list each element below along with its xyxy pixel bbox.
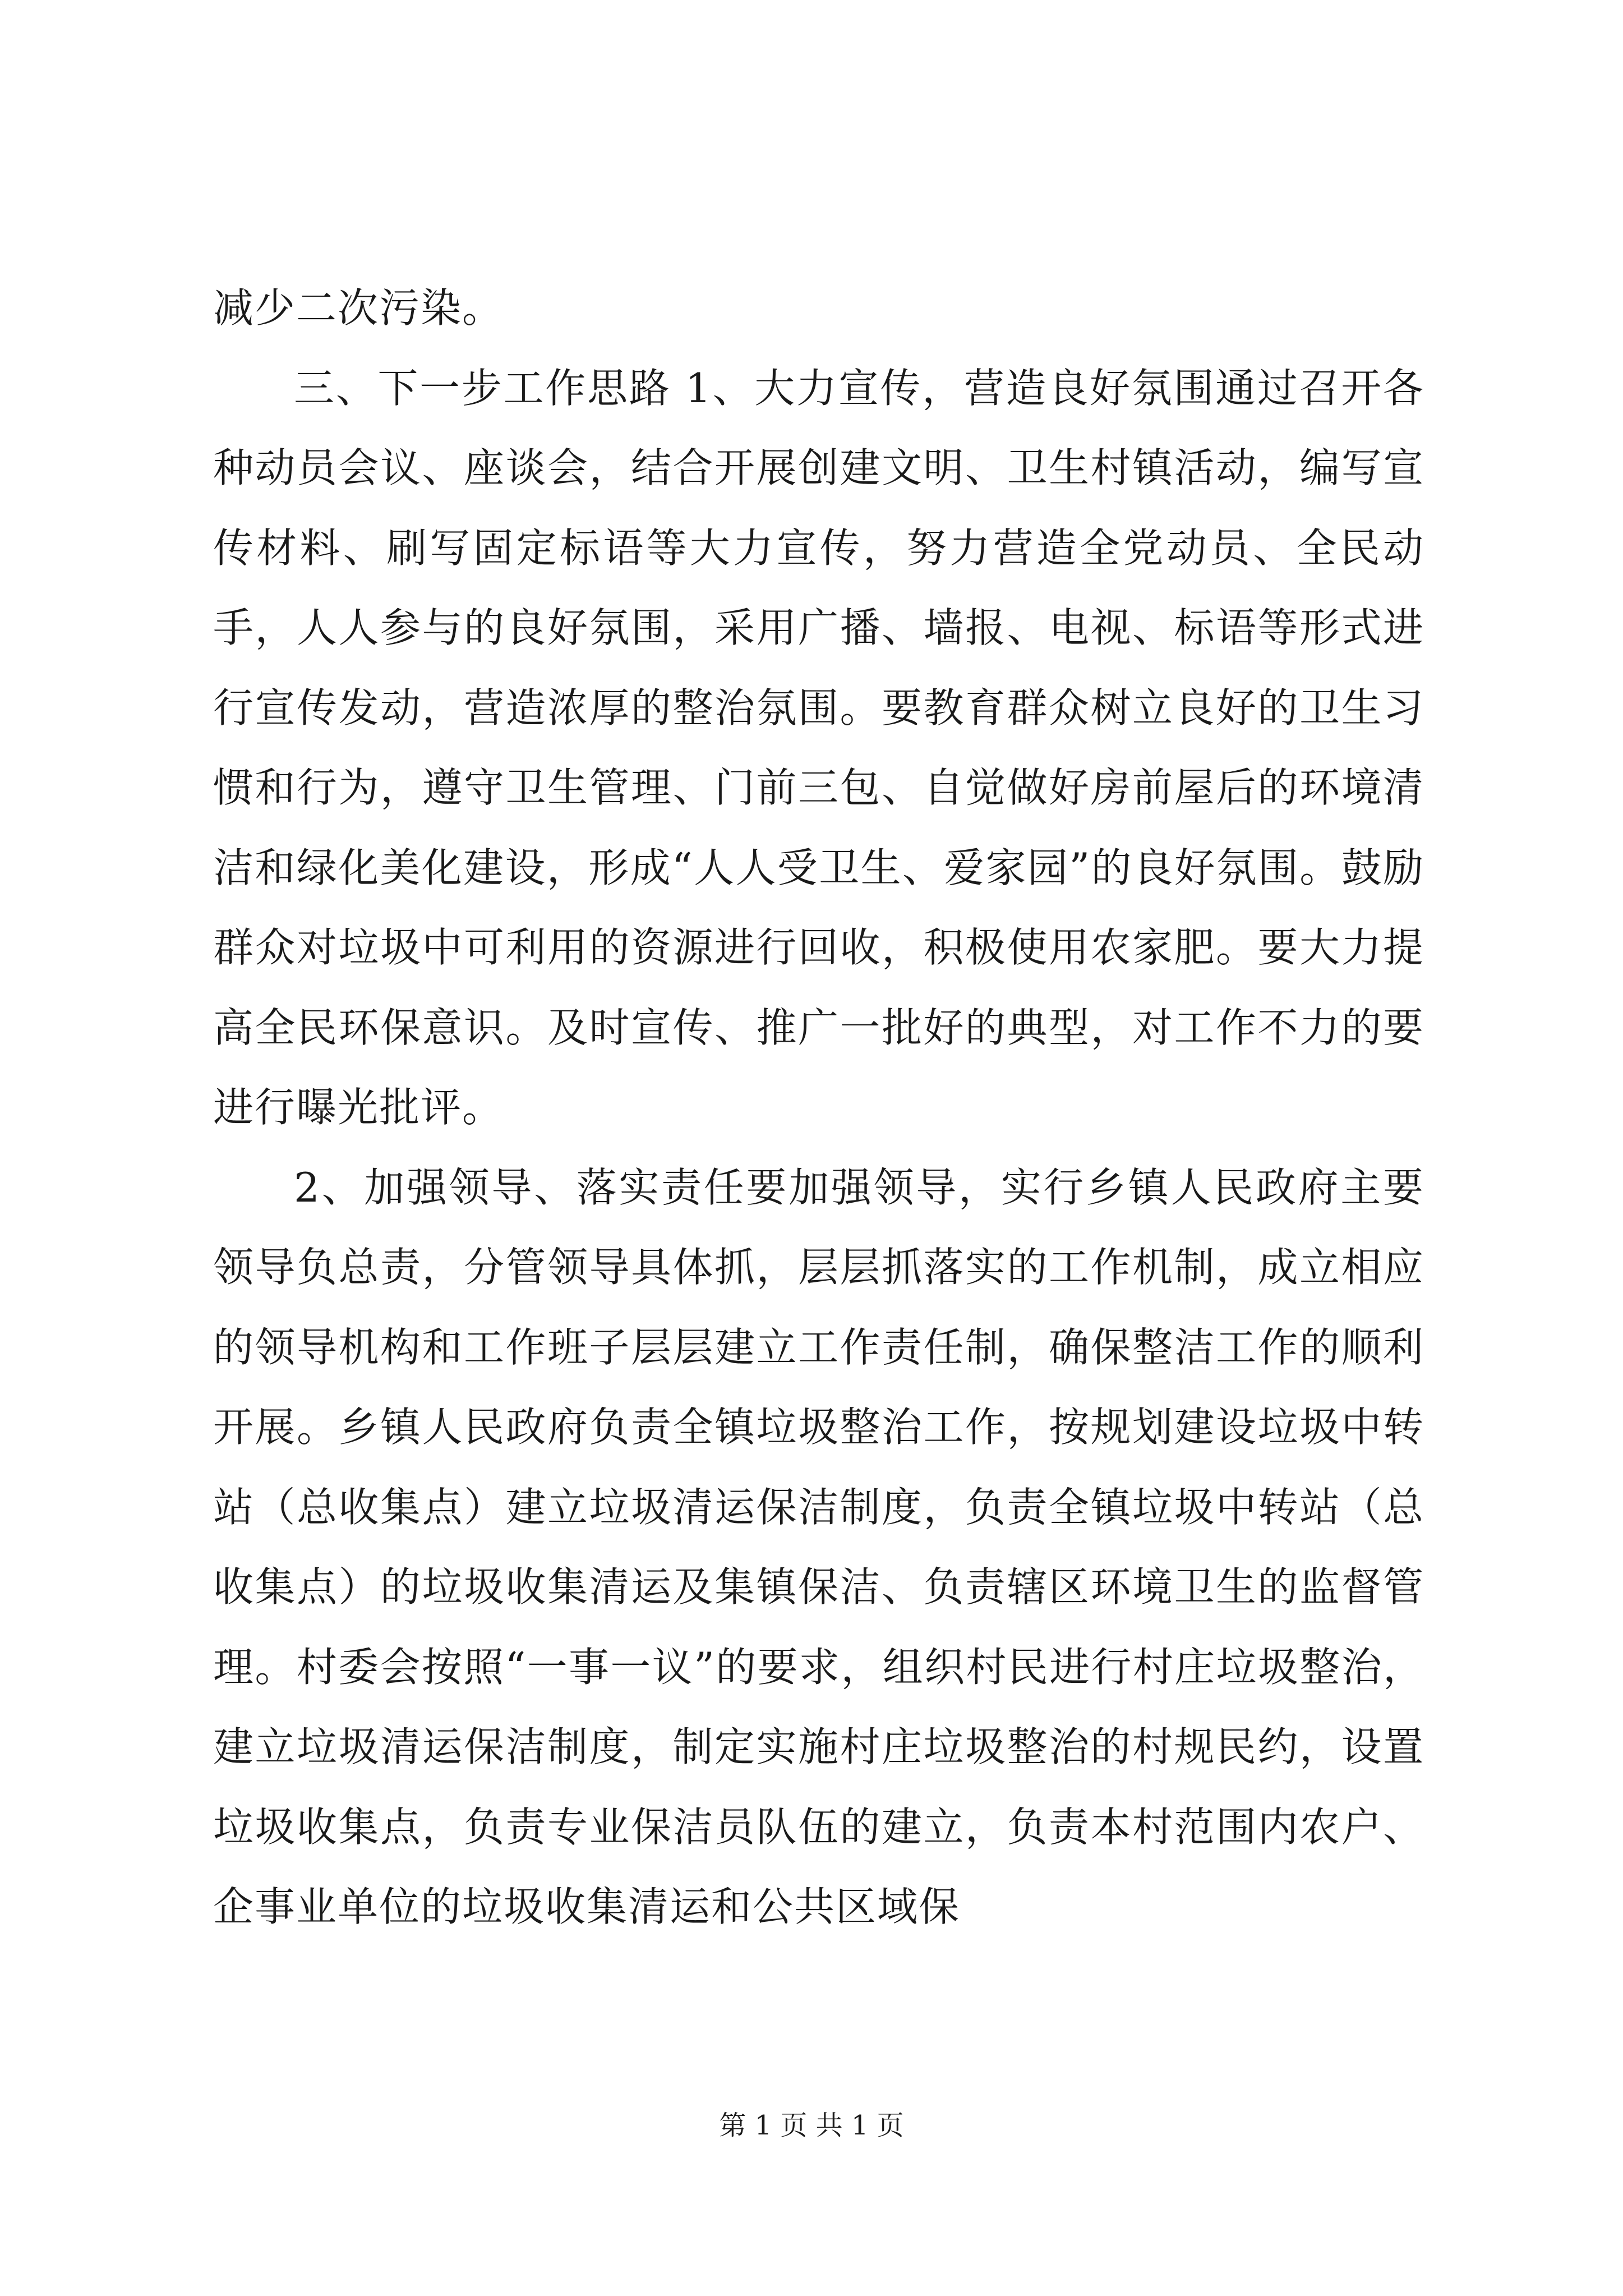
document-body xyxy=(213,268,1424,1947)
paragraph-continuation: 减少二次污染。 xyxy=(213,284,504,332)
paragraph-next-steps: 三、下一步工作思路 1、大力宣传，营造良好氛围通过召开各种动员会议、座谈会，结合开展创建文明、卫生村镇活动，编写宣传材料、刷写固定标语等大力宣传，努力营造全党动员、全民动手，人人参与的良好氛围，采用广播、墙报、电视、标语等形式进行宣传发动，营造浓厚的整治氛围。要教育群众树立良好的卫生习惯和行为，遵守卫生管理、门前三包、自觉做好房前屋后的环境清洁和绿化美化建设，形成“人人受卫生、爱家园”的良好氛围。鼓励群众对垃圾中可利用的资源进行回收，积极使用农家肥。要大力提高全民环保意识。及时宣传、推广一批好的典型，对工作不力的要进行曝光批评。 xyxy=(213,364,1424,1131)
paragraph-leadership: 2、加强领导、落实责任要加强领导，实行乡镇人民政府主要领导负总责，分管领导具体抓，层层抓落实的工作机制，成立相应的领导机构和工作班子层层建立工作责任制，确保整洁工作的顺利开展。乡镇人民政府负责全镇垃圾整治工作，按规划建设垃圾中转站（总收集点）建立垃圾清运保洁制度，负责全镇垃圾中转站（总收集点）的垃圾收集清运及集镇保洁、负责辖区环境卫生的监督管理。村委会按照“一事一议”的要求，组织村民进行村庄垃圾整治，建立垃圾清运保洁制度，制定实施村庄垃圾整治的村规民约，设置垃圾收集点，负责专业保洁员队伍的建立，负责本村范围内农户、企事业单位的垃圾收集清运和公共区域保 xyxy=(213,1163,1424,1930)
page-footer: 第 1 页 共 1 页 xyxy=(719,2110,904,2141)
